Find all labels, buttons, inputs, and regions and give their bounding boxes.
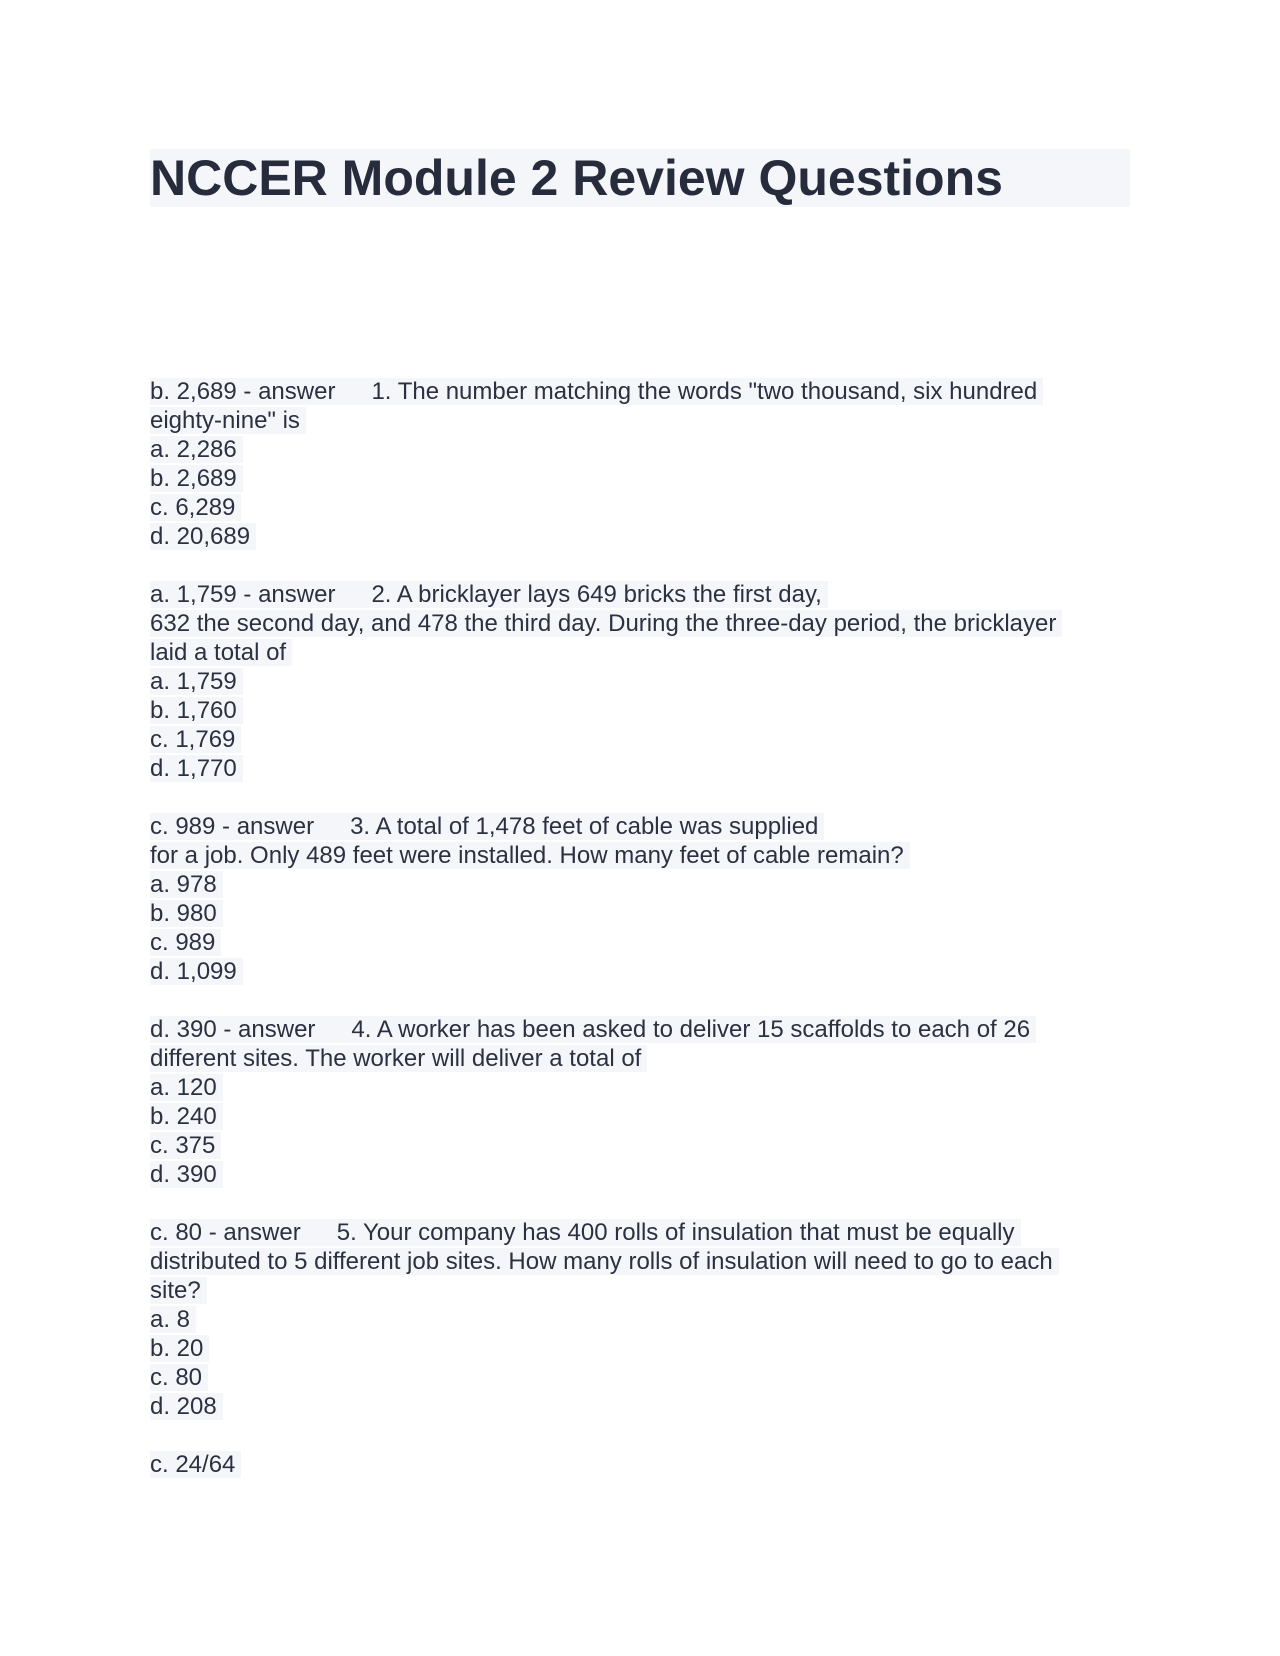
answer-key: c. 24/64 (150, 1451, 241, 1478)
answer-option: d. 20,689 (150, 523, 256, 550)
answer-option: c. 375 (150, 1132, 221, 1159)
question-text: eighty-nine" is (150, 407, 306, 434)
answer-option: c. 989 (150, 929, 221, 956)
answer-option: b. 1,760 (150, 697, 243, 724)
questions-list (150, 377, 1130, 1508)
answer-option: a. 1,759 (150, 668, 243, 695)
answer-key: c. 80 - answer (150, 1219, 301, 1246)
answer-option: b. 2,689 (150, 465, 243, 492)
answer-key: b. 2,689 - answer (150, 378, 336, 405)
answer-option: d. 208 (150, 1393, 223, 1420)
answer-option: d. 1,770 (150, 755, 243, 782)
question-block-3 (150, 812, 1130, 986)
question-text: 632 the second day, and 478 the third day. During the three-day period, the bricklayer (150, 610, 1062, 637)
answer-option: a. 120 (150, 1074, 223, 1101)
document-page (150, 149, 1130, 1478)
question-text: site? (150, 1277, 207, 1304)
question-text: laid a total of (150, 639, 292, 666)
question-block-1 (150, 377, 1130, 551)
question-text: different sites. The worker will deliver a total of (150, 1045, 647, 1072)
question-text: 3. A total of 1,478 feet of cable was supplied (350, 813, 819, 840)
answer-option: b. 980 (150, 900, 223, 927)
question-text: for a job. Only 489 feet were installed. How many feet of cable remain? (150, 842, 910, 869)
answer-option: c. 1,769 (150, 726, 241, 753)
answer-option: b. 20 (150, 1335, 209, 1362)
answer-option: b. 240 (150, 1103, 223, 1130)
question-block-5 (150, 1218, 1130, 1421)
answer-option: d. 1,099 (150, 958, 243, 985)
question-text: 5. Your company has 400 rolls of insulation that must be equally (336, 1219, 1015, 1246)
answer-option: c. 6,289 (150, 494, 241, 521)
question-text: distributed to 5 different job sites. How many rolls of insulation will need to go to each (150, 1248, 1059, 1275)
question-text: 2. A bricklayer lays 649 bricks the first day, (371, 581, 822, 608)
question-text: 1. The number matching the words "two thousand, six hundred (371, 378, 1038, 405)
answer-option: c. 80 (150, 1364, 208, 1391)
answer-key: a. 1,759 - answer (150, 581, 336, 608)
answer-option: d. 390 (150, 1161, 223, 1188)
answer-option: a. 2,286 (150, 436, 243, 463)
page-title: NCCER Module 2 Review Questions (150, 149, 1130, 207)
question-text: 4. A worker has been asked to deliver 15 scaffolds to each of 26 (351, 1016, 1031, 1043)
answer-key: c. 989 - answer (150, 813, 315, 840)
answer-key: d. 390 - answer (150, 1016, 316, 1043)
answer-option: a. 978 (150, 871, 223, 898)
question-block-6 (150, 1450, 1130, 1479)
question-block-4 (150, 1015, 1130, 1189)
question-block-2 (150, 580, 1130, 783)
answer-option: a. 8 (150, 1306, 196, 1333)
